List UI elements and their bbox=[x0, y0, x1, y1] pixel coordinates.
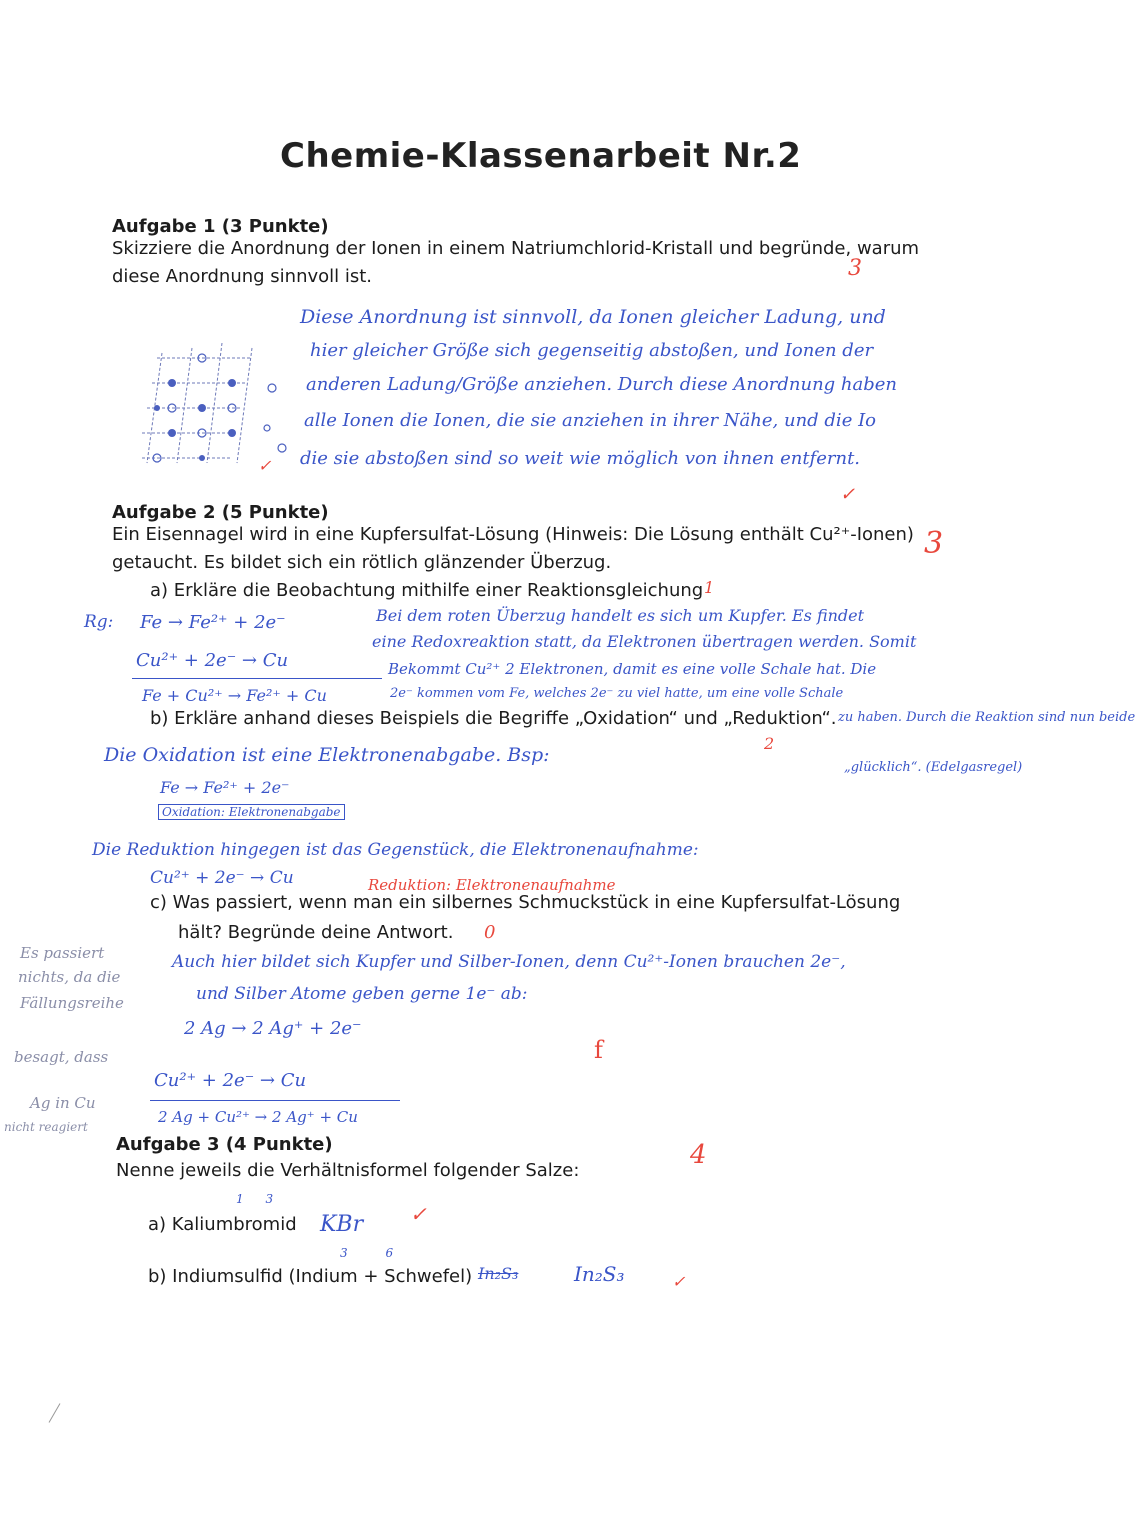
task2c-answer2: und Silber Atome geben gerne 1e⁻ ab: bbox=[196, 984, 528, 1004]
task2b-answer1: Die Oxidation ist eine Elektronenabgabe. Bsp: bbox=[104, 744, 550, 766]
task2b-equation1: Fe → Fe²⁺ + 2e⁻ bbox=[160, 778, 290, 797]
stray-pencil-mark bbox=[49, 1403, 61, 1423]
page-title: Chemie-Klassenarbeit Nr.2 bbox=[280, 136, 802, 176]
task2a-equation-line bbox=[132, 678, 382, 679]
correction-line5: Ag in Cu bbox=[30, 1094, 96, 1112]
task2c-score: 0 bbox=[484, 922, 496, 943]
task2-prompt-line1: Ein Eisennagel wird in eine Kupfersulfat-Lösung (Hinweis: Die Lösung enthält Cu²⁺-Ionen) bbox=[112, 524, 914, 545]
task2a-score: 1 bbox=[704, 578, 715, 597]
task3b-crossed-attempt: In₂S₃ bbox=[478, 1264, 519, 1283]
task2-heading: Aufgabe 2 (5 Punkte) bbox=[112, 502, 329, 523]
task3b-check: ✓ bbox=[672, 1272, 686, 1291]
task2a-equation3: Fe + Cu²⁺ → Fe²⁺ + Cu bbox=[142, 686, 327, 705]
correction-line4: besagt, dass bbox=[14, 1048, 109, 1066]
task1-sketch-check: ✓ bbox=[258, 456, 272, 475]
task3-heading: Aufgabe 3 (4 Punkte) bbox=[116, 1134, 333, 1155]
task3a-check: ✓ bbox=[410, 1202, 427, 1226]
task2c-question-line2: hält? Begründe deine Antwort. bbox=[178, 922, 454, 943]
task3a-indices: 1 3 bbox=[236, 1192, 274, 1206]
task2a-answer-line1: Bei dem roten Überzug handelt es sich um Kupfer. Es findet bbox=[376, 606, 865, 625]
task2c-equation2: Cu²⁺ + 2e⁻ → Cu bbox=[154, 1070, 307, 1091]
task1-score: 3 bbox=[848, 256, 862, 281]
task2b-question: b) Erkläre anhand dieses Beispiels die Begriffe „Oxidation“ und „Reduktion“. bbox=[150, 708, 837, 729]
task2a-answer-line2: eine Redoxreaktion statt, da Elektronen übertragen werden. Somit bbox=[372, 632, 917, 651]
task2a-equation2: Cu²⁺ + 2e⁻ → Cu bbox=[136, 650, 289, 671]
task2a-answer-line4: 2e⁻ kommen vom Fe, welches 2e⁻ zu viel hatte, um eine volle Schale bbox=[390, 686, 844, 701]
task3-prompt: Nenne jeweils die Verhältnisformel folgender Salze: bbox=[116, 1160, 580, 1181]
task2b-score: 2 bbox=[764, 734, 775, 753]
task1-answer-line3: anderen Ladung/Größe anziehen. Durch diese Anordnung haben bbox=[306, 374, 898, 395]
task2a-rg-label: Rg: bbox=[84, 612, 114, 632]
task3-score: 4 bbox=[690, 1140, 707, 1170]
task3b-answer: In₂S₃ bbox=[574, 1262, 625, 1286]
task2a-answer-line6: „glücklich“. (Edelgasregel) bbox=[844, 760, 1023, 775]
task2b-oxidation-note: Oxidation: Elektronenabgabe bbox=[158, 804, 345, 820]
nacl-crystal-sketch bbox=[132, 328, 302, 478]
task1-answer-line1: Diese Anordnung ist sinnvoll, da Ionen gleicher Ladung, und bbox=[300, 306, 886, 328]
task2a-answer-line5: zu haben. Durch die Reaktion sind nun beide bbox=[838, 710, 1135, 725]
task2c-equation3: 2 Ag + Cu²⁺ → 2 Ag⁺ + Cu bbox=[158, 1108, 358, 1126]
task2c-answer1: Auch hier bildet sich Kupfer und Silber-Ionen, denn Cu²⁺-Ionen brauchen 2e⁻, bbox=[172, 952, 846, 972]
task3b-label: b) Indiumsulfid (Indium + Schwefel) bbox=[148, 1266, 473, 1287]
task2a-question: a) Erkläre die Beobachtung mithilfe einer Reaktionsgleichung bbox=[150, 580, 704, 601]
correction-line3: Fällungsreihe bbox=[20, 994, 124, 1012]
correction-line1: Es passiert bbox=[20, 944, 105, 962]
correction-line2: nichts, da die bbox=[18, 968, 121, 986]
task1-answer-check: ✓ bbox=[840, 484, 856, 505]
task2b-reduction-note: Reduktion: Elektronenaufnahme bbox=[368, 876, 616, 894]
task3a-answer: KBr bbox=[320, 1212, 364, 1237]
correction-line6: nicht reagiert bbox=[4, 1120, 88, 1134]
task2a-equation1: Fe → Fe²⁺ + 2e⁻ bbox=[140, 612, 286, 633]
task1-heading: Aufgabe 1 (3 Punkte) bbox=[112, 216, 329, 237]
task2a-answer-line3: Bekommt Cu²⁺ 2 Elektronen, damit es eine volle Schale hat. Die bbox=[388, 660, 877, 678]
task1-prompt-line1: Skizziere die Anordnung der Ionen in einem Natriumchlorid-Kristall und begründe, warum bbox=[112, 238, 920, 259]
task2b-answer2: Die Reduktion hingegen ist das Gegenstück, die Elektronenaufnahme: bbox=[92, 840, 699, 860]
task3b-indices: 3 6 bbox=[340, 1246, 394, 1260]
task1-answer-line2: hier gleicher Größe sich gegenseitig abstoßen, und Ionen der bbox=[310, 340, 874, 361]
task3a-label: a) Kaliumbromid bbox=[148, 1214, 297, 1235]
task1-answer-line5: die sie abstoßen sind so weit wie möglich von ihnen entfernt. bbox=[300, 448, 861, 469]
task2c-question-line1: c) Was passiert, wenn man ein silbernes Schmuckstück in eine Kupfersulfat-Lösung bbox=[150, 892, 901, 913]
task1-prompt-line2: diese Anordnung sinnvoll ist. bbox=[112, 266, 373, 287]
task2-score: 3 bbox=[924, 526, 944, 561]
task2c-red-f: f bbox=[594, 1036, 603, 1064]
task1-answer-line4: alle Ionen die Ionen, die sie anziehen in ihrer Nähe, und die Io bbox=[304, 410, 877, 431]
task2b-equation2: Cu²⁺ + 2e⁻ → Cu bbox=[150, 868, 294, 888]
task2-prompt-line2: getaucht. Es bildet sich ein rötlich glänzender Überzug. bbox=[112, 552, 612, 573]
task2c-equation1: 2 Ag → 2 Ag⁺ + 2e⁻ bbox=[184, 1018, 362, 1039]
task2c-equation-line bbox=[150, 1100, 400, 1101]
